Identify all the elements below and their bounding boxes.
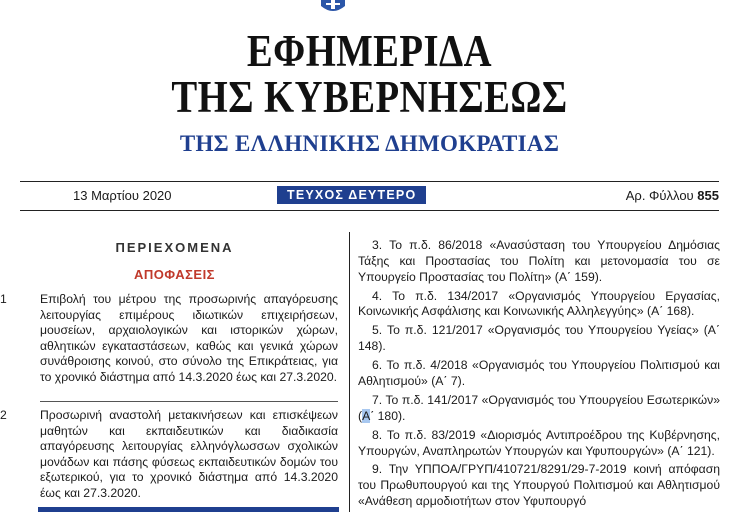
contents-item [0,292,338,386]
sheet-number-value: 855 [697,188,719,203]
contents-item-text: Προσωρινή αναστολή μετακινήσεων και επισκέψεων μαθητών και εκπαιδευτικών και διαδικασία απαγόρευσης λειτουργίας ελληνόγλωσσων σχολικών μονάδων και πάσης φύσεως εκπαιδευτικών δομών του εξωτερικού, για το χρονικό διάστημα από 14.3.2020 έως και 27.3.2020. [40,408,338,500]
greek-coat-of-arms-icon [318,0,348,14]
body-text: ΄ 180). [370,408,406,423]
contents-heading: ΠΕΡΙΕΧΟΜΕΝΑ [115,240,234,255]
header-top-rule [20,181,719,182]
body-paragraph: 8. Το π.δ. 83/2019 «Διορισμός Αντιπροέδρου της Κυβέρνησης, Υπουργών, Αναπληρωτών Υπουργών και Υφυπουργών» (Α΄ 121). [358,427,720,458]
contents-item-number: 2 [0,408,7,422]
text-selection-highlight[interactable]: Α [362,408,371,423]
body-paragraph: 9. Την ΥΠΠΟΑ/ΓΡΥΠ/410721/8291/29-7-2019 κοινή απόφαση του Πρωθυπουργού και της Υπουργού Πολιτισμού και Αθλητισμού «Ανάθεση αρμοδιοτήτων στον Υφυπουργό [358,462,720,509]
issue-date: 13 Μαρτίου 2020 [73,188,172,203]
decisions-heading: ΑΠΟΦΑΣΕΙΣ [134,267,215,282]
body-paragraph [358,393,720,425]
body-paragraph: 3. Το π.δ. 86/2018 «Ανασύσταση του Υπουργείου Δημόσιας Τάξης και Προστασίας του Πολίτη και μετονομασία του σε Υπουργείο Προστασίας του Πολίτη» (Α΄ 159). [358,238,720,284]
sheet-number [626,188,719,203]
item-separator [40,401,338,402]
body-paragraph: 5. Το π.δ. 121/2017 «Οργανισμός του Υπουργείου Υγείας» (Α΄ 148). [358,323,720,354]
right-column [358,238,720,513]
contents-item-text: Επιβολή του μέτρου της προσωρινής απαγόρευσης λειτουργίας επιμέρους ιδιωτικών επιχειρήσεων, μουσείων, αρχαιολογικών και ιστορικών χώρων, αθλητικών εγκαταστάσεων, καθώς και γενικά χώρων συνάθροισης κοινού, στο σύνολο της Επικράτειας, για το χρονικό διάστημα από 14.3.2020 έως και 27.3.2020. [40,292,338,384]
sheet-number-label: Αρ. Φύλλου [625,188,694,203]
masthead-subtitle: ΤΗΣ ΕΛΛΗΝΙΚΗΣ ΔΗΜΟΚΡΑΤΙΑΣ [179,131,560,156]
masthead-title-line1: ΕΦΗΜΕΡΙΔΑ [246,26,493,76]
contents-item [0,408,338,502]
header-bottom-rule [20,210,719,211]
footer-bar [38,507,339,512]
body-paragraph: 4. Το π.δ. 134/2017 «Οργανισμός Υπουργείου Εργασίας, Κοινωνικής Ασφάλισης και Κοινωνικής Αλληλεγγύης» (Α΄ 168). [358,288,720,319]
contents-item-number: 1 [0,292,7,306]
masthead-title-line2: ΤΗΣ ΚΥΒΕΡΝΗΣΕΩΣ [171,72,568,122]
body-paragraph: 6. Το π.δ. 4/2018 «Οργανισμός του Υπουργείου Πολιτισμού και Αθλητισμού» (Α΄ 7). [358,358,720,388]
column-divider [349,232,350,512]
issue-badge: ΤΕΥΧΟΣ ΔΕΥΤΕΡΟ [277,186,426,204]
body-text: 7. Το π.δ. 141/2017 «Οργανισμός του Υπουργείου Εσωτερικών» ( [358,392,720,423]
